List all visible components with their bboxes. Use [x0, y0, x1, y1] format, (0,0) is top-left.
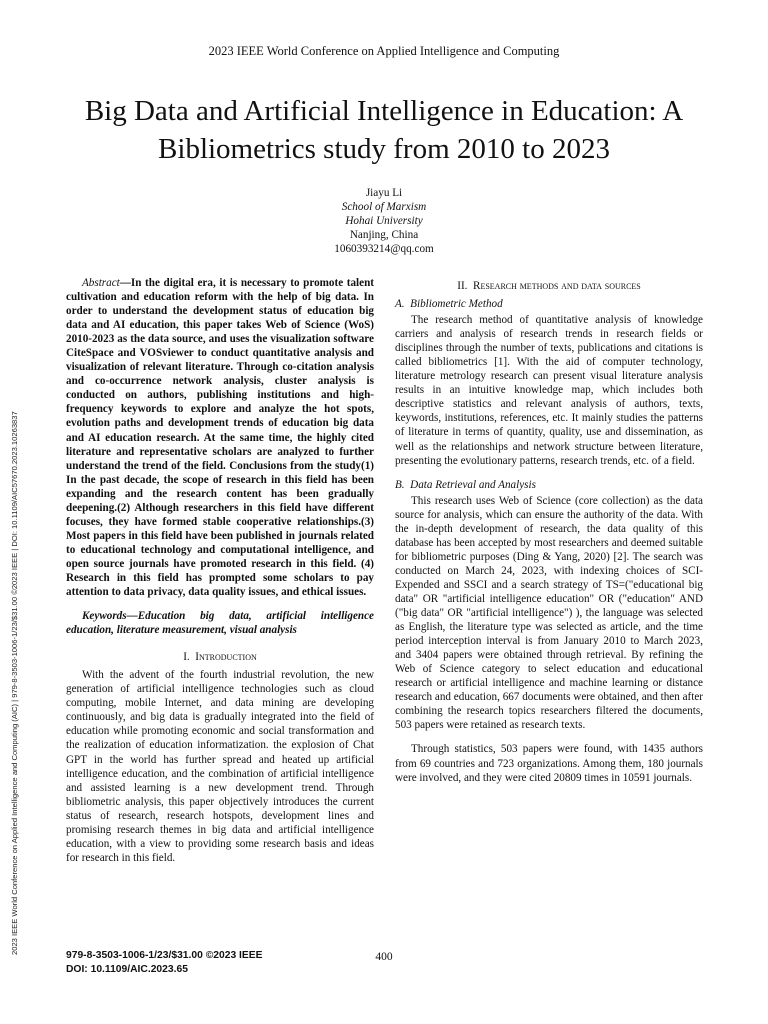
conference-header: 2023 IEEE World Conference on Applied Intelligence and Computing	[208, 44, 560, 58]
author-name: Jiayu Li	[365, 187, 403, 199]
author-department: School of Marxism	[341, 201, 427, 213]
abstract	[66, 276, 374, 599]
abstract-text: —In the digital era, it is necessary to promote talent cultivation and education reform with the help of big data. In order to understand the development status of education big data and AI education, this paper takes Web of Science (WoS) 2010-2023 as the data source, and uses the visualization software CiteSpace and VOSviewer to conduct quantitative analysis and visualization of relevant literature. Through co-citation analysis and co-occurrence network analysis, cluster analysis is conducted on authors, publishing institutions and high-frequency keywords to explore and analyze the hot spots, evolution paths and development trends of education big data and AI education research. At the same time, the highly cited literature and representative scholars are analyzed to further understand the trend of the field. Conclusions from the study(1) In the past decade, the scope of research in this field has been expanding and the research content has been gradually deepening.(2) Although researchers in this field have different focuses, they have formed stable cooperative relationships.(3) Most papers in this field have been published in journals related to educational technology and computational intelligence, and open source journals have promoted research in this field. (4) Research in this field has prompted some scholars to pay attention to data privacy, data quality issues, and ethical issues.	[66, 277, 374, 599]
paper-title: Big Data and Artificial Intelligence in Education: A Bibliometrics study from 2010 to 2023	[84, 95, 684, 165]
subsection-title: Bibliometric Method	[410, 298, 503, 311]
subsection-label: B.	[395, 478, 405, 491]
bibliometric-paragraph: The research method of quantitative analysis of knowledge carriers and analysis of research trends in research fields or disciplines through the number of texts, publications and citations is called bibliometrics [1]. With the aid of computer technology, literature metrology research can present visual literature analysis results in an intuitive knowledge map, which includes both descriptive statistics and relevant analysis of authors, texts, keywords, institutions, references, etc. It mainly studies the patterns of literature in terms of quantity, quality, use and dissemination, as well as the relationships and network structure between literature, presenting the evolutionary patterns, research trends, etc. of a field.	[395, 314, 703, 467]
section-number: II.	[457, 280, 468, 292]
subsection-heading-retrieval	[395, 478, 703, 492]
subsection-heading-bibliometric	[395, 297, 703, 311]
keywords: Keywords—Education big data, artificial intelligence education, literature measurement, visual analysis	[66, 610, 374, 637]
statistics-paragraph: Through statistics, 503 papers were found, with 1435 authors from 69 countries and 723 organizations. Among them, 180 journals were involved, and they were cited 20809 times in 10591 journals.	[395, 743, 703, 784]
retrieval-paragraph: This research uses Web of Science (core collection) as the data source for analysis, which can ensure the authority of the data. With the in-depth development of research, the data quality of this database has been accepted by most researchers and deemed suitable for bibliometric purposes (Ding & Yang, 2020) [2]. The search was conducted on March 24, 2023, with indexing choices of SCI-Expended and SSCI and a search strategy of TS=("educational big data" OR "artificial intelligence education" OR ("education" AND ("big data" OR "artificial intelligence") ), the language was selected as English, the literature type was selected as article, and the time period interception interval is from January 2010 to March 2023, and 3404 papers were obtained through retrieval. By refining the Web of Science category to select education and educational research or artificial intelligence and machine learning or distance research and education, 667 documents were obtained, and then after combining the research topics researchers filtered the documents, 503 papers were retained as research texts.	[395, 494, 703, 732]
right-column	[395, 279, 703, 785]
subsection-title: Data Retrieval and Analysis	[410, 478, 536, 491]
sidebar-citation: 2023 IEEE World Conference on Applied Intelligence and Computing (AIC) | 979-8-3503-1006-1/23/$31.00 ©2023 IEEE | DOI: 10.1109/AIC57670.2023.10263837	[10, 411, 19, 955]
subsection-label: A.	[395, 298, 405, 311]
author-email: 1060393214@qq.com	[334, 243, 434, 255]
abstract-label: Abstract	[82, 277, 120, 289]
section-title: Research methods and data sources	[473, 280, 641, 292]
author-location: Nanjing, China	[349, 229, 419, 241]
section-heading-introduction	[66, 650, 374, 664]
footer-doi: DOI: 10.1109/AIC.2023.65	[66, 964, 188, 975]
section-number: I.	[183, 651, 190, 664]
left-column	[66, 276, 374, 865]
page-number: 400	[375, 951, 393, 963]
author-block	[0, 186, 768, 256]
introduction-paragraph: With the advent of the fourth industrial revolution, the new generation of artificial intelligence technologies such as cloud computing, mobile Internet, and data mining are developing continuously, and big data is gradually integrated into the field of education while promoting economic and social transformation and the realization of education informatization. the explosion of Chat GPT in the world has further spread and heated up artificial intelligence education, and the combination of artificial intelligence and assisted learning is a new development trend. Through bibliometric analysis, this paper objectively introduces the current status of research, research hotspots, development lines and promising research themes in big data and artificial intelligence education, with a view to providing some research basis and ideas for research in this field.	[66, 669, 374, 864]
section-heading-methods	[395, 279, 703, 293]
author-university: Hohai University	[345, 215, 423, 227]
footer-isbn: 979-8-3503-1006-1/23/$31.00 ©2023 IEEE	[66, 950, 263, 961]
section-title: Introduction	[195, 651, 257, 664]
